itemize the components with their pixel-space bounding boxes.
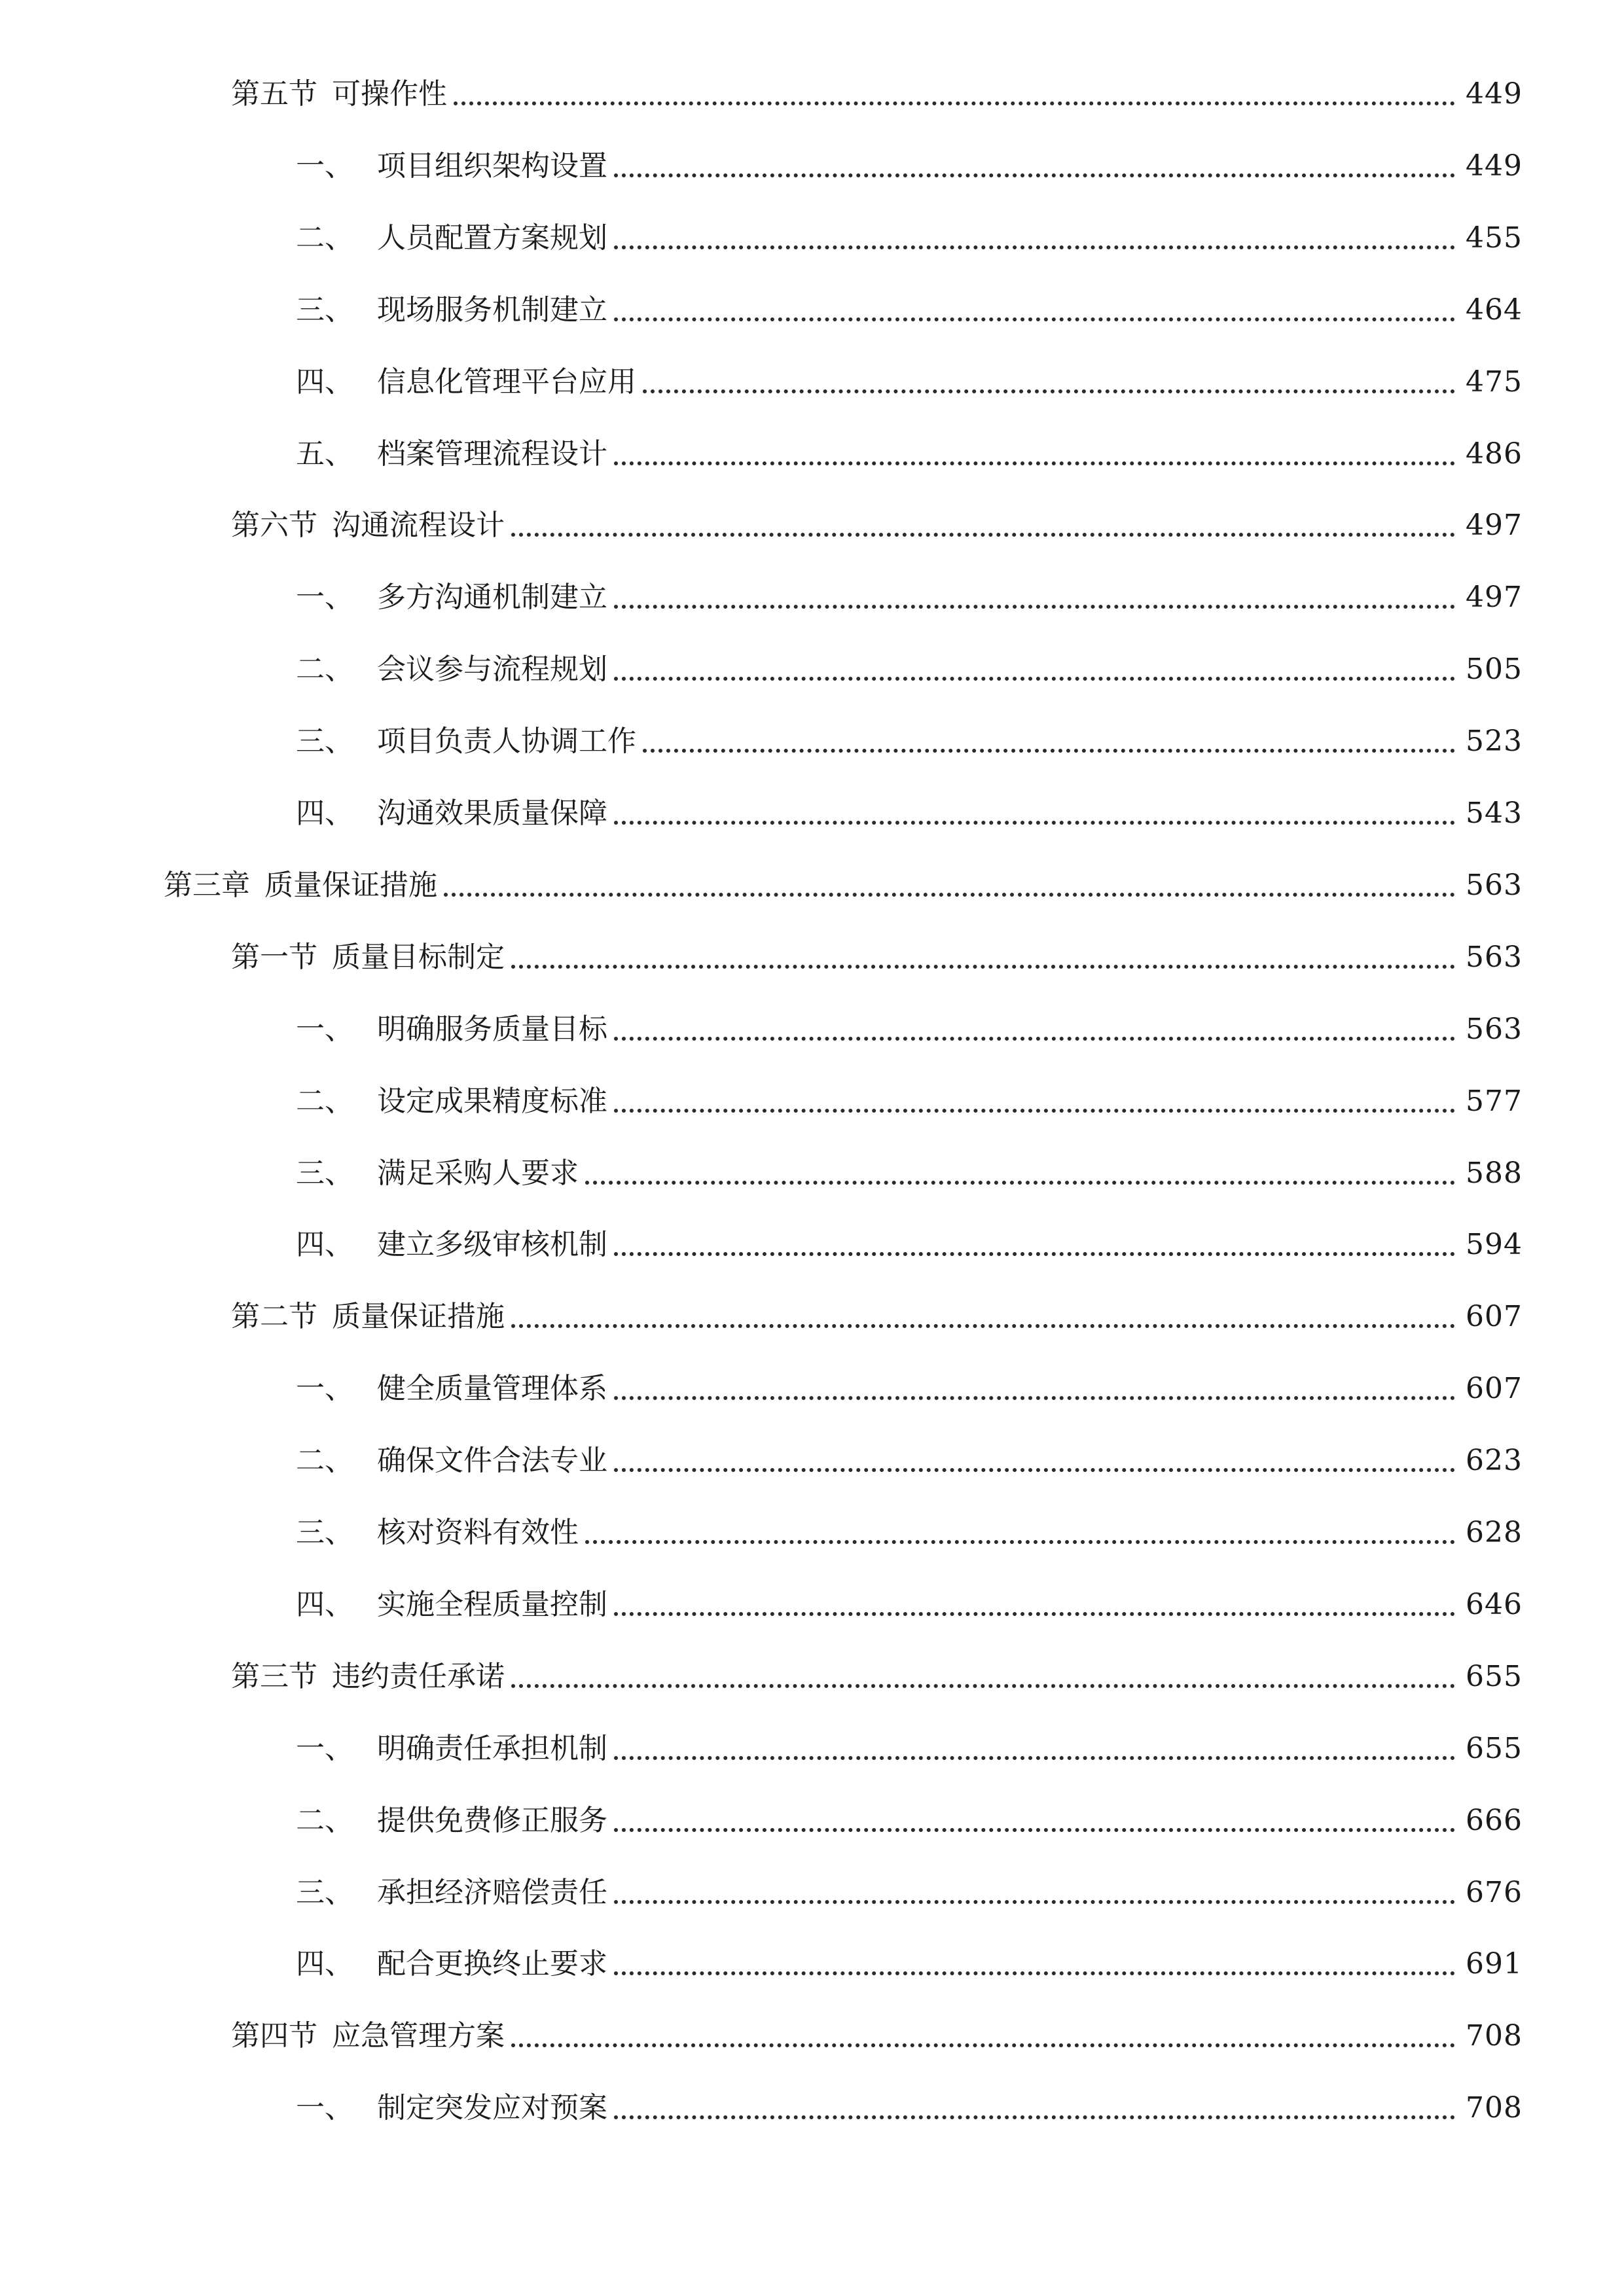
toc-page-number: 607 (1466, 1300, 1523, 1333)
toc-entry-label: 一、 (296, 2091, 353, 2125)
toc-entry-label: 一、 (296, 1013, 353, 1046)
dot-leader (614, 1900, 1455, 1904)
toc-page-number: 666 (1466, 1804, 1523, 1837)
dot-leader (614, 1396, 1455, 1400)
toc-page-number: 497 (1466, 581, 1523, 614)
dot-leader (614, 1037, 1455, 1041)
toc-entry-label: 四、 (296, 365, 353, 399)
toc-entry-label: 四、 (296, 1228, 353, 1261)
toc-entry-label: 二、 (296, 1085, 353, 1118)
dot-leader (511, 1684, 1455, 1688)
dot-leader (614, 461, 1455, 465)
dot-leader (511, 533, 1455, 537)
toc-entry-title: 配合更换终止要求 (377, 1947, 607, 1981)
toc-entry-title: 提供免费修正服务 (377, 1804, 607, 1837)
toc-page-number: 486 (1466, 437, 1523, 471)
toc-entry-title: 实施全程质量控制 (377, 1588, 607, 1621)
toc-entry-item[interactable] (296, 1870, 1523, 1916)
toc-entry-title: 沟通流程设计 (332, 509, 505, 542)
toc-entry-label: 第一节 (231, 941, 317, 974)
dot-leader (614, 1109, 1455, 1113)
toc-entry-title: 人员配置方案规划 (377, 221, 607, 255)
dot-leader (454, 101, 1455, 105)
toc-entry-label: 第三节 (231, 1660, 317, 1693)
toc-page-number: 449 (1466, 149, 1523, 183)
toc-page-number: 594 (1466, 1228, 1523, 1261)
dot-leader (585, 1181, 1455, 1185)
toc-entry-label: 四、 (296, 797, 353, 830)
toc-page-number: 497 (1466, 509, 1523, 542)
toc-entry-label: 第二节 (231, 1300, 317, 1333)
toc-entry-title: 满足采购人要求 (377, 1157, 579, 1190)
toc-entry-section[interactable] (231, 503, 1523, 548)
toc-entry-item[interactable] (296, 1798, 1523, 1844)
dot-leader (643, 389, 1455, 393)
toc-entry-item[interactable] (296, 359, 1523, 405)
dot-leader (614, 2115, 1455, 2119)
toc-entry-item[interactable] (296, 719, 1523, 764)
dot-leader (614, 605, 1455, 609)
toc-page-number: 464 (1466, 293, 1523, 327)
toc-entry-label: 二、 (296, 653, 353, 686)
toc-entry-item[interactable] (296, 287, 1523, 333)
dot-leader (614, 677, 1455, 681)
toc-entry-label: 二、 (296, 1804, 353, 1837)
dot-leader (614, 1468, 1455, 1472)
toc-entry-item[interactable] (296, 215, 1523, 261)
toc-entry-label: 三、 (296, 293, 353, 327)
toc-page-number: 623 (1466, 1444, 1523, 1477)
toc-page-number: 655 (1466, 1732, 1523, 1765)
toc-entry-item[interactable] (296, 1151, 1523, 1196)
toc-page-number: 607 (1466, 1372, 1523, 1405)
toc-page-number: 708 (1466, 2091, 1523, 2125)
dot-leader (614, 317, 1455, 321)
toc-entry-title: 承担经济赔偿责任 (377, 1876, 607, 1909)
toc-entry-title: 会议参与流程规划 (377, 653, 607, 686)
toc-entry-item[interactable] (296, 1222, 1523, 1268)
dot-leader (511, 965, 1455, 969)
toc-page-number: 655 (1466, 1660, 1523, 1693)
toc-page-number: 676 (1466, 1876, 1523, 1909)
toc-entry-title: 项目组织架构设置 (377, 149, 607, 183)
dot-leader (614, 1756, 1455, 1760)
toc-entry-title: 违约责任承诺 (332, 1660, 505, 1693)
toc-entry-item[interactable] (296, 1007, 1523, 1052)
toc-entry-label: 三、 (296, 1516, 353, 1549)
dot-leader (614, 1252, 1455, 1256)
toc-page-number: 449 (1466, 77, 1523, 111)
toc-entry-title: 质量保证措施 (332, 1300, 505, 1333)
dot-leader (585, 1540, 1455, 1544)
toc-entry-title: 明确服务质量目标 (377, 1013, 607, 1046)
toc-page-number: 563 (1466, 869, 1523, 902)
toc-entry-label: 一、 (296, 1372, 353, 1405)
toc-entry-label: 二、 (296, 221, 353, 255)
dot-leader (643, 749, 1455, 753)
toc-entry-label: 二、 (296, 1444, 353, 1477)
toc-entry-label: 三、 (296, 1876, 353, 1909)
toc-entry-title: 应急管理方案 (332, 2019, 505, 2053)
toc-entry-title: 现场服务机制建立 (377, 293, 607, 327)
toc-page-number: 588 (1466, 1157, 1523, 1190)
toc-entry-item[interactable] (296, 791, 1523, 836)
toc-entry-label: 三、 (296, 725, 353, 758)
toc-page-number: 708 (1466, 2019, 1523, 2053)
toc-entry-item[interactable] (296, 1941, 1523, 1987)
toc-entry-title: 可操作性 (332, 77, 447, 111)
toc-entry-section[interactable] (231, 935, 1523, 980)
toc-entry-item[interactable] (296, 2085, 1523, 2131)
toc-entry-title: 健全质量管理体系 (377, 1372, 607, 1405)
dot-leader (614, 1971, 1455, 1975)
toc-page-number: 563 (1466, 1013, 1523, 1046)
toc-entry-item[interactable] (296, 1438, 1523, 1484)
toc-entry-label: 一、 (296, 149, 353, 183)
toc-entry-label: 一、 (296, 1732, 353, 1765)
toc-entry-item[interactable] (296, 575, 1523, 620)
dot-leader (614, 245, 1455, 249)
toc-entry-item[interactable] (296, 1510, 1523, 1556)
toc-entry-title: 信息化管理平台应用 (377, 365, 636, 399)
toc-page-number: 628 (1466, 1516, 1523, 1549)
toc-entry-title: 建立多级审核机制 (377, 1228, 607, 1261)
toc-entry-title: 多方沟通机制建立 (377, 581, 607, 614)
toc-entry-label: 四、 (296, 1588, 353, 1621)
dot-leader (614, 821, 1455, 825)
toc-page-number: 523 (1466, 725, 1523, 758)
toc-page-number: 505 (1466, 653, 1523, 686)
toc-page-number: 455 (1466, 221, 1523, 255)
toc-entry-label: 第三章 (164, 869, 250, 902)
toc-entry-label: 第五节 (231, 77, 317, 111)
toc-entry-label: 五、 (296, 437, 353, 471)
toc-entry-title: 确保文件合法专业 (377, 1444, 607, 1477)
toc-entry-item[interactable] (296, 1582, 1523, 1628)
dot-leader (444, 893, 1455, 897)
toc-entry-title: 档案管理流程设计 (377, 437, 607, 471)
toc-entry-title: 核对资料有效性 (377, 1516, 579, 1549)
toc-entry-title: 质量保证措施 (264, 869, 437, 902)
toc-entry-section[interactable] (231, 1294, 1523, 1340)
toc-entry-label: 三、 (296, 1157, 353, 1190)
toc-entry-item[interactable] (296, 647, 1523, 692)
toc-entry-title: 制定突发应对预案 (377, 2091, 607, 2125)
toc-entry-item[interactable] (296, 1726, 1523, 1772)
toc-entry-chapter[interactable] (164, 863, 1523, 908)
toc-entry-label: 第六节 (231, 509, 317, 542)
toc-page-number: 543 (1466, 797, 1523, 830)
toc-entry-title: 明确责任承担机制 (377, 1732, 607, 1765)
toc-page-number: 646 (1466, 1588, 1523, 1621)
toc-entry-item[interactable] (296, 1079, 1523, 1124)
toc-page-number: 563 (1466, 941, 1523, 974)
toc-entry-section[interactable] (231, 2013, 1523, 2059)
toc-page-number: 475 (1466, 365, 1523, 399)
dot-leader (614, 1828, 1455, 1832)
toc-entry-item[interactable] (296, 143, 1523, 189)
toc-page-number: 691 (1466, 1947, 1523, 1981)
dot-leader (614, 173, 1455, 177)
toc-entry-title: 沟通效果质量保障 (377, 797, 607, 830)
dot-leader (614, 1612, 1455, 1616)
toc-entry-item[interactable] (296, 1366, 1523, 1412)
toc-entry-title: 质量目标制定 (332, 941, 505, 974)
toc-entry-label: 一、 (296, 581, 353, 614)
dot-leader (511, 2043, 1455, 2047)
toc-entry-section[interactable] (231, 71, 1523, 117)
toc-entry-title: 设定成果精度标准 (377, 1085, 607, 1118)
dot-leader (511, 1324, 1455, 1328)
toc-entry-title: 项目负责人协调工作 (377, 725, 636, 758)
toc-entry-section[interactable] (231, 1654, 1523, 1700)
toc-entry-label: 第四节 (231, 2019, 317, 2053)
toc-entry-item[interactable] (296, 431, 1523, 477)
toc-page-number: 577 (1466, 1085, 1523, 1118)
toc-entry-label: 四、 (296, 1947, 353, 1981)
